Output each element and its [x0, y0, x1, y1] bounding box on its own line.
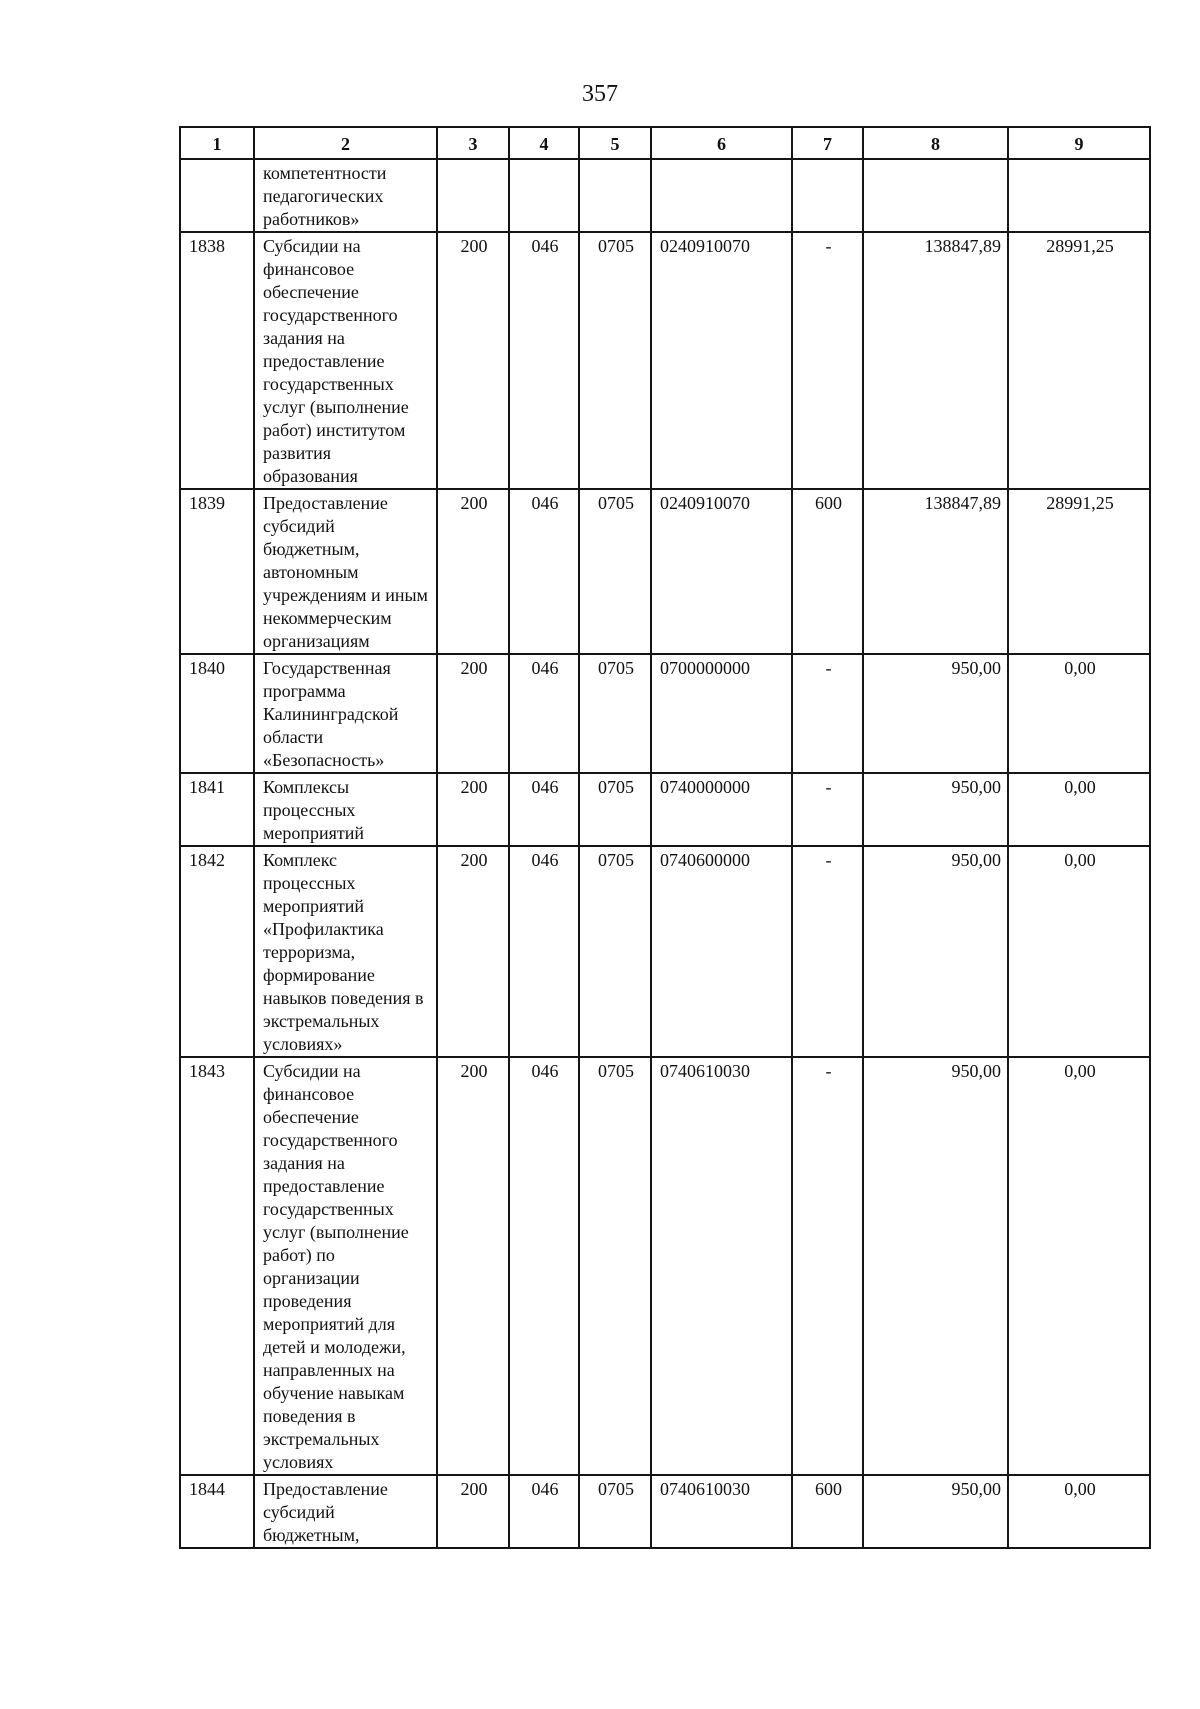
row-number: 1839 — [180, 489, 254, 654]
cell-col5: 0705 — [579, 489, 651, 654]
column-header: 6 — [651, 127, 792, 159]
cell-col8: 950,00 — [863, 1475, 1008, 1548]
row-description: компетентности педагогических работников» — [254, 159, 437, 232]
cell-col9: 28991,25 — [1008, 489, 1150, 654]
cell-col7: 600 — [792, 1475, 863, 1548]
cell-col8: 950,00 — [863, 1057, 1008, 1475]
cell-col6: 0740610030 — [651, 1057, 792, 1475]
cell-col9: 0,00 — [1008, 654, 1150, 773]
cell-col9: 0,00 — [1008, 1475, 1150, 1548]
row-description: Предоставление субсидий бюджетным, — [254, 1475, 437, 1548]
cell-col4: 046 — [509, 773, 579, 846]
cell-col6: 0740000000 — [651, 773, 792, 846]
cell-col5: 0705 — [579, 1475, 651, 1548]
table-row — [180, 846, 1150, 1057]
table-row — [180, 159, 1150, 232]
cell-col7: 600 — [792, 489, 863, 654]
cell-col9: 0,00 — [1008, 1057, 1150, 1475]
row-number: 1841 — [180, 773, 254, 846]
cell-col3: 200 — [437, 846, 509, 1057]
table-row — [180, 654, 1150, 773]
cell-col7: - — [792, 232, 863, 489]
cell-col6: 0240910070 — [651, 232, 792, 489]
row-number: 1838 — [180, 232, 254, 489]
row-description: Субсидии на финансовое обеспечение государственного задания на предоставление государственных услуг (выполнение работ) по организации проведения мероприятий для детей и молодежи, направленных на обучение навыкам поведения в экстремальных условиях — [254, 1057, 437, 1475]
cell-col5: 0705 — [579, 654, 651, 773]
table-row — [180, 773, 1150, 846]
table-row — [180, 1057, 1150, 1475]
cell-col7: - — [792, 846, 863, 1057]
page-number: 357 — [582, 81, 618, 107]
cell-col3: 200 — [437, 1475, 509, 1548]
table-row — [180, 1475, 1150, 1548]
row-number: 1844 — [180, 1475, 254, 1548]
cell-col8: 950,00 — [863, 846, 1008, 1057]
cell-col8: 950,00 — [863, 773, 1008, 846]
table-row — [180, 489, 1150, 654]
header-row — [180, 127, 1150, 159]
column-header: 1 — [180, 127, 254, 159]
column-header: 5 — [579, 127, 651, 159]
budget-table — [179, 126, 1151, 1549]
cell-col6: 0240910070 — [651, 489, 792, 654]
cell-col4 — [509, 159, 579, 232]
row-description: Предоставление субсидий бюджетным, автономным учреждениям и иным некоммерческим организациям — [254, 489, 437, 654]
cell-col8: 138847,89 — [863, 489, 1008, 654]
cell-col9: 28991,25 — [1008, 232, 1150, 489]
cell-col3: 200 — [437, 232, 509, 489]
cell-col4: 046 — [509, 232, 579, 489]
column-header: 8 — [863, 127, 1008, 159]
cell-col5: 0705 — [579, 846, 651, 1057]
cell-col4: 046 — [509, 846, 579, 1057]
cell-col7: - — [792, 773, 863, 846]
row-number: 1842 — [180, 846, 254, 1057]
row-number — [180, 159, 254, 232]
cell-col7: - — [792, 1057, 863, 1475]
cell-col3: 200 — [437, 489, 509, 654]
row-description: Комплекс процессных мероприятий «Профилактика терроризма, формирование навыков поведения в экстремальных условиях» — [254, 846, 437, 1057]
column-header: 9 — [1008, 127, 1150, 159]
cell-col7: - — [792, 654, 863, 773]
cell-col8: 950,00 — [863, 654, 1008, 773]
cell-col7 — [792, 159, 863, 232]
column-header: 4 — [509, 127, 579, 159]
row-number: 1843 — [180, 1057, 254, 1475]
row-description: Комплексы процессных мероприятий — [254, 773, 437, 846]
cell-col3: 200 — [437, 1057, 509, 1475]
column-header: 3 — [437, 127, 509, 159]
cell-col8: 138847,89 — [863, 232, 1008, 489]
row-number: 1840 — [180, 654, 254, 773]
cell-col4: 046 — [509, 654, 579, 773]
cell-col4: 046 — [509, 1057, 579, 1475]
column-header: 2 — [254, 127, 437, 159]
cell-col9 — [1008, 159, 1150, 232]
cell-col5: 0705 — [579, 232, 651, 489]
cell-col5 — [579, 159, 651, 232]
cell-col6: 0740600000 — [651, 846, 792, 1057]
column-header: 7 — [792, 127, 863, 159]
cell-col6: 0700000000 — [651, 654, 792, 773]
row-description: Субсидии на финансовое обеспечение государственного задания на предоставление государственных услуг (выполнение работ) институтом развития образования — [254, 232, 437, 489]
cell-col3 — [437, 159, 509, 232]
cell-col4: 046 — [509, 1475, 579, 1548]
cell-col6 — [651, 159, 792, 232]
cell-col3: 200 — [437, 654, 509, 773]
cell-col4: 046 — [509, 489, 579, 654]
cell-col5: 0705 — [579, 773, 651, 846]
cell-col3: 200 — [437, 773, 509, 846]
cell-col8 — [863, 159, 1008, 232]
cell-col9: 0,00 — [1008, 846, 1150, 1057]
cell-col5: 0705 — [579, 1057, 651, 1475]
row-description: Государственная программа Калининградской области «Безопасность» — [254, 654, 437, 773]
cell-col9: 0,00 — [1008, 773, 1150, 846]
cell-col6: 0740610030 — [651, 1475, 792, 1548]
table-row — [180, 232, 1150, 489]
